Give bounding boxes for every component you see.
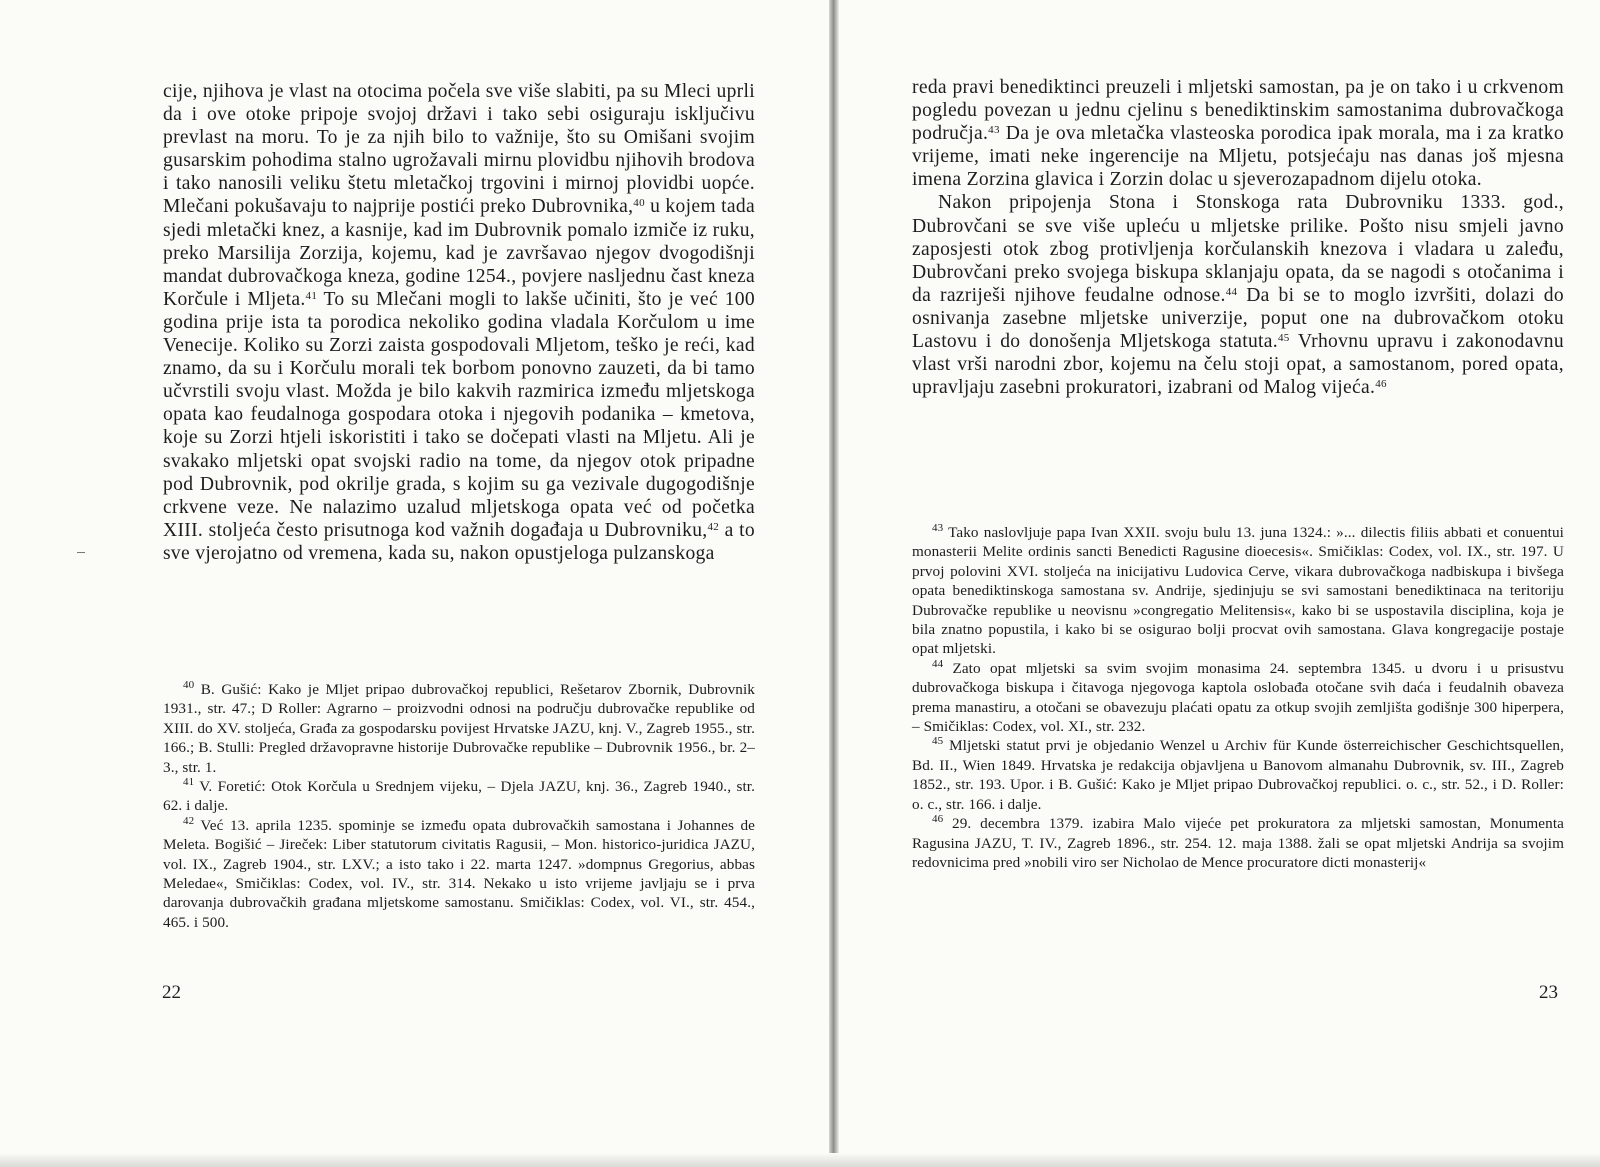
right-page-body bbox=[912, 76, 1564, 399]
page-bottom-edge bbox=[0, 1153, 1600, 1167]
footnote-43: $^{43}$ Tako naslovljuje papa Ivan XXII. svoju bulu 13. juna 1324.: »... dilectis filiis abbati et conuentui monasterii Melite ordinis sancti Benedicti Ragusine dioecesis«. Smičiklas: Codex, vol. IX., str. 197. U prvoj polovini XVI. stoljeća na inicijativu Ludovica Cerve, vikara dubrovačkoga nadbiskupa i bivšega opata benediktinskoga samostana sv. Andrije, sjedinjuju se svi samostani benediktinaca na teritoriju Dubrovačke republike u neovisnu »congregatio Melitensis«, kako bi se uspostavila disciplina, koja je bila znatno popustila, i kako bi se osigurao bolji procvat ovih samostana. Glava kongregacije postaje opat mljetski. bbox=[912, 522, 1565, 658]
left-footnotes bbox=[163, 680, 755, 932]
left-paragraph: cije, njihova je vlast na otocima počela sve više slabiti, pa su Mleci uprli da i ove otoke pripoje svojoj državi i tako sebi osiguraju isključivu prevlast na moru. To je za njih bilo to važnije, što su Omišani svojim gusarskim pohodima stalno ugrožavali mirnu plovidbu njihovih brodova i tako nanosili veliku štetu mletačkoj trgovini i mirnoj plovidbi uopće. Mlečani pokušavaju to najprije postići preko Dubrovnika,$^{40}$ u kojem tada sjedi mletački knez, a kasnije, kad im Dubrovnik pomalo izmiče iz ruku, preko Marsilija Zorzija, kojemu, kad je završavao njegov dvogodišnji mandat dubrovačkoga kneza, godine 1254., povjere nasljednu čast kneza Korčule i Mljeta.$^{41}$ To su Mlečani mogli to lakše učiniti, što je već 100 godina prije ista ta porodica nekoliko godina vladala Korčulom u ime Venecije. Koliko su Zorzi zaista gospodovali Mljetom, teško je reći, kad znamo, da su i Korčulu morali tek borbom ponovno zauzeti, da bi tamo učvrstili svoju vlast. Možda je bilo kakvih razmirica između mljetskoga opata kao feudalnoga gospodara otoka i njegovih podanika – kmetova, koje su Zorzi htjeli iskoristiti i tako se dočepati vlasti na Mljetu. Ali je svakako mljetski opat svojski radio na tome, da njegov otok pripadne pod Dubrovnik, pod okrilje grada, s kojim su ga vezivale dugogodišnje crkvene veze. Ne nalazimo uzalud mljetskoga opata već od početka XIII. stoljeća često prisutnoga kod važnih događaja u Dubrovniku,$^{42}$ a to sve vjerojatno od vremena, kada su, nakon opustjeloga pulzanskoga bbox=[163, 81, 756, 564]
footnote-ref-46[interactable]: 46 bbox=[1375, 378, 1387, 391]
left-page-body bbox=[163, 80, 755, 565]
footnote-ref-40[interactable]: 40 bbox=[633, 197, 645, 210]
footnote-42: $^{42}$ Već 13. aprila 1235. spominje se između opata dubrovačkih samostana i Johannes de Meleta. Bogišić – Jireček: Liber statutorum civitatis Ragusii, – Mon. historico-juridica JAZU, vol. IX., Zagreb 1904., str. LXV.; a isto tako i 22. marta 1247. »dompnus Gregorius, abbas Meledae«, Smičiklas: Codex, vol. IV., str. 314. Nekako u isto vrijeme javljaju se i prva darovanja dubrovačkih građana mljetskome samostanu. Smičiklas: Codex, vol. VI., str. 454., 465. i 500. bbox=[163, 814, 755, 931]
right-footnotes bbox=[912, 523, 1564, 872]
footnote-40: $^{40}$ B. Gušić: Kako je Mljet pripao dubrovačkoj republici, Rešetarov Zbornik, Dubrovnik 1931., str. 47.; D Roller: Agrarno – proizvodni odnosi na području dubrovačke republike od XIII. do XV. stoljeća, Građa za gospodarsku povijest Hrvatske JAZU, knj. V., Zagreb 1955., str. 166.; B. Stulli: Pregled državopravne historije Dubrovačke republike – Dubrovnik 1956., br. 2–3., str. 1. bbox=[163, 679, 755, 776]
footnote-41: $^{41}$ V. Foretić: Otok Korčula u Srednjem vijeku, – Djela JAZU, knj. 36., Zagreb 1940., str. 62. i dalje. bbox=[163, 776, 755, 815]
footnote-ref-44[interactable]: 44 bbox=[1225, 285, 1238, 298]
footnote-44: $^{44}$ Zato opat mljetski sa svim svojim monasima 24. septembra 1345. u dvoru i u prisustvu dubrovačkoga biskupa i čitavoga njegovoga kaptola oslobađa otočane svih daća i feudalnih obaveza prema manastiru, a otočani se obavezuju plaćati opatu za otkup svojih zemljišta godišnje 300 hiperpera, – Smičiklas: Codex, vol. XI., str. 232. bbox=[912, 657, 1564, 736]
footnote-46: $^{46}$ 29. decembra 1379. izabira Malo vijeće pet prokuratora za mljetski samostan, Monumenta Ragusina JAZU, T. IV., Zagreb 1896., str. 254. 12. maja 1388. žali se opat mljetski Andrija sa svojim redovnicima pred »nobili viro ser Nicholao de Mence procuratore dicti monasterij« bbox=[912, 813, 1565, 871]
right-page bbox=[839, 0, 1600, 1167]
footnote-ref-43[interactable]: 43 bbox=[988, 124, 1000, 137]
page-number-left: 22 bbox=[162, 982, 181, 1003]
right-paragraph-1: reda pravi benediktinci preuzeli i mljetski samostan, pa je on tako i u crkvenom pogledu povezan u jednu cjelinu s benediktinskim samostanima dubrovačkoga područja.$^{43}$ Da je ova mletačka vlasteoska porodica ipak morala, ma i za kratko vrijeme, imati neke ingerencije na Mljetu, potsjećaju nas danas još mjesna imena Zorzina glavica i Zorzin dolac u sjeverozapadnom dijelu otoka. bbox=[912, 77, 1564, 191]
footnote-45: $^{45}$ Mljetski statut prvi je objedanio Wenzel u Archiv für Kunde österreichischer Geschichtsquellen, Bd. II., Wien 1849. Hrvatska je redakcija objavljena u Banovom almanahu Dubrovnik, sv. III., Zagreb 1852., str. 193. Upor. i B. Gušić: Kako je Mljet pripao Dubrovačkoj republici. o. c., str. 52., i D. Roller: o. c., str. 166. i dalje. bbox=[912, 735, 1564, 813]
margin-mark bbox=[77, 548, 85, 553]
book-gutter bbox=[829, 0, 839, 1167]
footnote-ref-41[interactable]: 41 bbox=[305, 289, 318, 302]
right-paragraph-2: Nakon pripojenja Stona i Stonskoga rata Dubrovniku 1333. god., Dubrovčani se sve više upleću u mljetske prilike. Pošto nisu smjeli javno zaposjesti otok zbog protivljenja korčulanskih knezova i vladara u zaleđu, Dubrovčani preko svojega biskupa sklanjaju opata, da se nagodi s otočanima i da razriješi njihove feudalne odnose.$^{44}$ Da bi se to moglo izvršiti, dolazi do osnivanja zasebne mljetske univerzije, poput one na dubrovačkom otoku Lastovu i do donošenja Mljetskoga statuta.$^{45}$ Vrhovnu upravu i zakonodavnu vlast vrši narodni zbor, kojemu na čelu stoji opat, a samostanom, pored opata, upravljaju zasebni prokuratori, izabrani od Malog vijeća.$^{46}$ bbox=[912, 192, 1564, 399]
footnote-ref-42[interactable]: 42 bbox=[707, 520, 720, 533]
page-number-right: 23 bbox=[1539, 982, 1558, 1003]
footnote-ref-45[interactable]: 45 bbox=[1277, 332, 1290, 345]
